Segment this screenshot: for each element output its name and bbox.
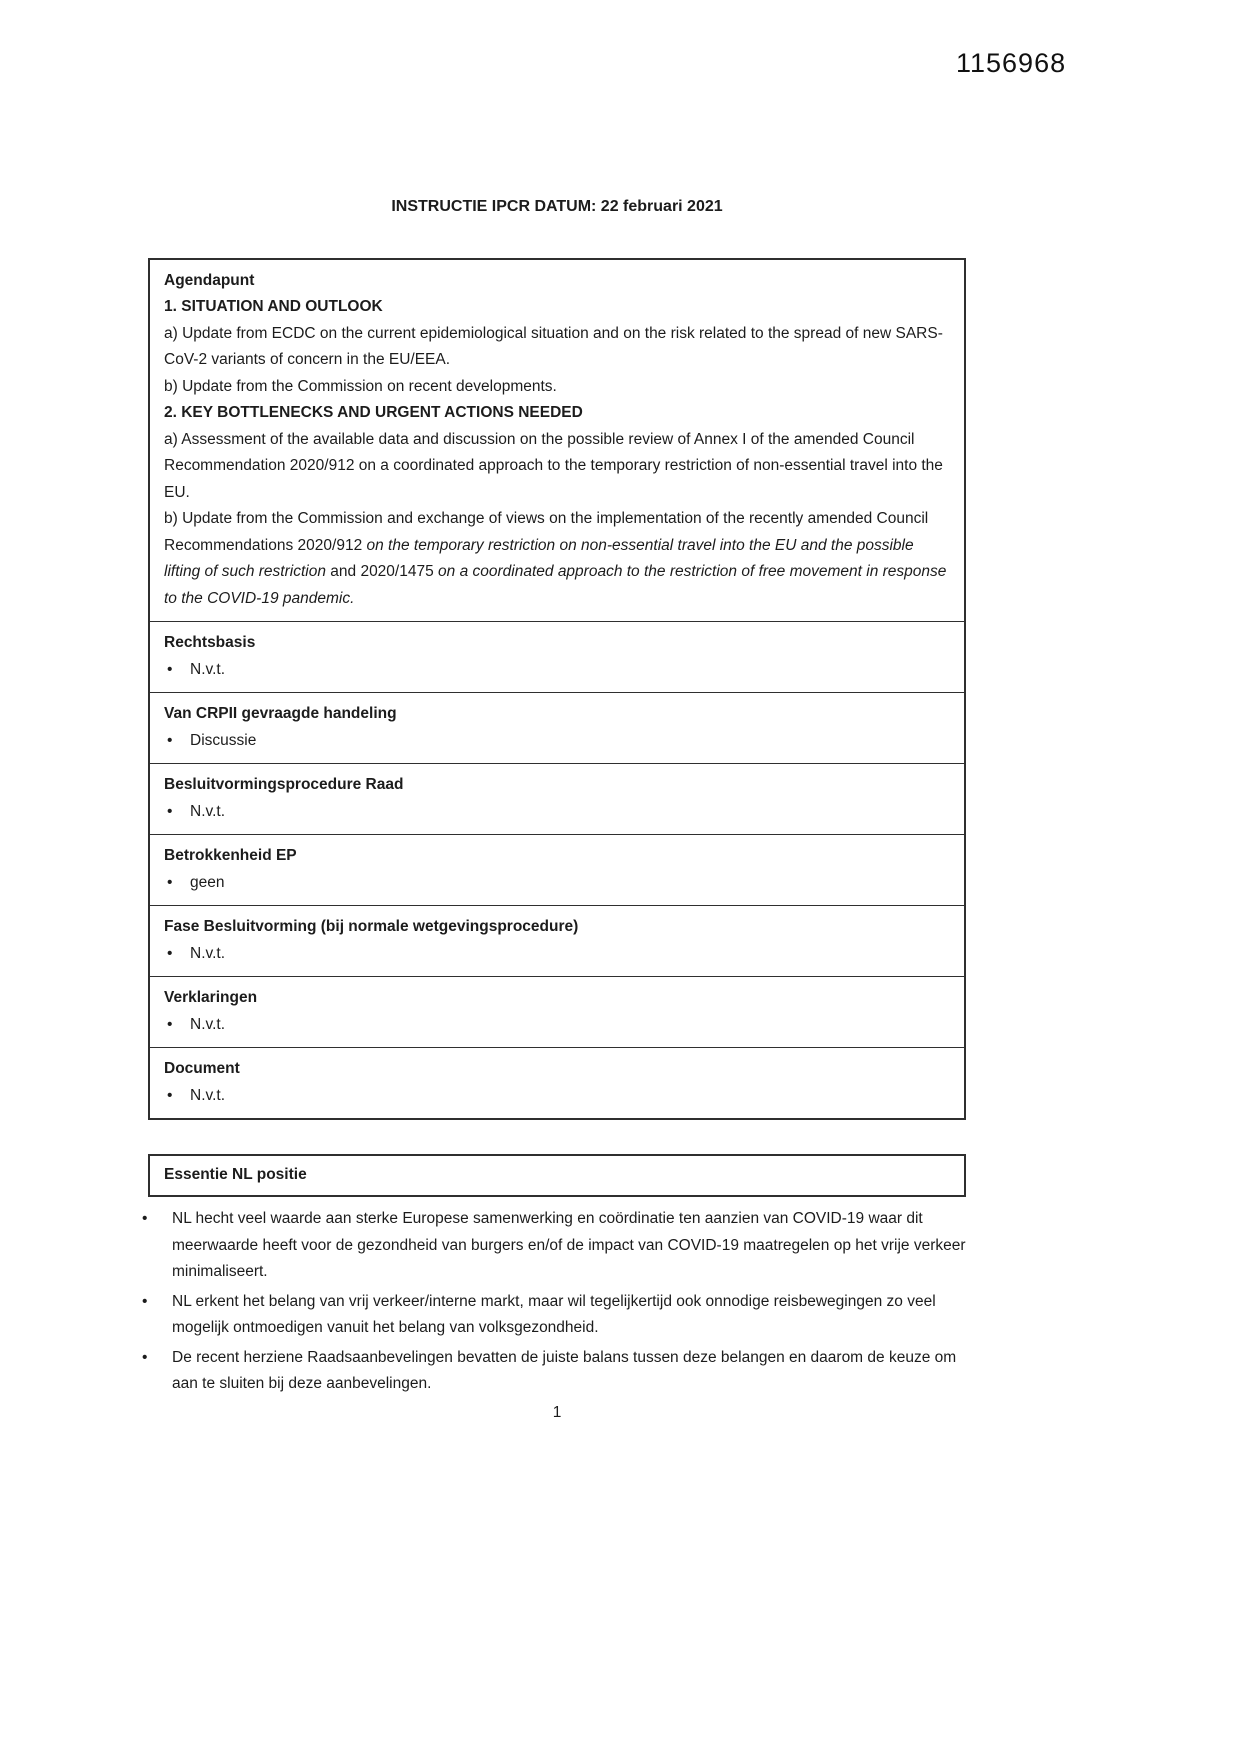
essentie-bullet-3-text: De recent herziene Raadsaanbevelingen bevatten de juiste balans tussen deze belangen en daarom de keuze om aan te sluiten bij deze aanbevelingen. [172, 1348, 957, 1392]
essentie-bullet-1 [140, 1206, 966, 1286]
essentie-bullet-list [140, 1206, 966, 1398]
section-fase-besluitvorming-header: Fase Besluitvorming (bij normale wetgevingsprocedure) [164, 918, 579, 935]
essentie-nl-positie-header: Essentie NL positie [164, 1166, 307, 1183]
section-agendapunt-header: Agendapunt [164, 272, 255, 289]
page-number: 1 [552, 1403, 562, 1421]
agenda-item-2b [164, 506, 950, 612]
bullet-icon: • [167, 661, 173, 678]
section-rechtsbasis-header: Rechtsbasis [164, 634, 256, 651]
section-crpii-handeling-header: Van CRPII gevraagde handeling [164, 705, 397, 722]
bullet-icon: • [167, 1016, 173, 1033]
section-betrokkenheid-ep-value-text: geen [190, 874, 225, 891]
section-fase-besluitvorming-value [164, 941, 950, 967]
essentie-bullet-1-text: NL hecht veel waarde aan sterke Europese samenwerking en coördinatie ten aanzien van COVID-19 waar dit meerwaarde heeft voor de gezondheid van burgers en/of de impact van COVID-19 maatregelen op het vrije verkeer minimaliseert. [172, 1210, 966, 1280]
agenda-item-2b-normal-1: b) Update from the Commission and exchange of views on the implementation of the recently amended Council Recommendations 2020/912 [164, 510, 929, 554]
bullet-icon: • [142, 1292, 148, 1310]
section-crpii-handeling-value-text: Discussie [190, 732, 257, 749]
section-crpii-handeling [150, 693, 964, 764]
bullet-icon: • [142, 1348, 148, 1366]
section-document-header: Document [164, 1060, 240, 1077]
section-document-value-text: N.v.t. [190, 1087, 226, 1104]
page-title: INSTRUCTIE IPCR DATUM: 22 februari 2021 [391, 198, 723, 215]
instruction-table [148, 258, 966, 1120]
section-crpii-handeling-value [164, 728, 950, 754]
section-betrokkenheid-ep-header: Betrokkenheid EP [164, 847, 297, 864]
bullet-icon: • [167, 732, 173, 749]
section-rechtsbasis-value [164, 657, 950, 683]
section-verklaringen-value [164, 1012, 950, 1038]
bullet-icon: • [167, 1087, 173, 1104]
section-besluitvormingsprocedure-header: Besluitvormingsprocedure Raad [164, 776, 404, 793]
bullet-icon: • [167, 945, 173, 962]
section-betrokkenheid-ep-value [164, 870, 950, 896]
document-page [142, 198, 966, 1422]
section-besluitvormingsprocedure-value-text: N.v.t. [190, 803, 226, 820]
essentie-nl-positie-box [148, 1154, 966, 1197]
section-besluitvormingsprocedure-value [164, 799, 950, 825]
document-number: 1156968 [956, 48, 1067, 78]
section-rechtsbasis [150, 622, 964, 693]
agenda-section2-title: 2. KEY BOTTLENECKS AND URGENT ACTIONS NEEDED [164, 404, 583, 421]
section-betrokkenheid-ep [150, 835, 964, 906]
agenda-section1-title: 1. SITUATION AND OUTLOOK [164, 298, 383, 315]
agenda-item-2a: a) Assessment of the available data and discussion on the possible review of Annex I of the amended Council Recommendation 2020/912 on a coordinated approach to the temporary restriction of non-essential travel into the EU. [164, 430, 943, 501]
section-fase-besluitvorming-value-text: N.v.t. [190, 945, 226, 962]
section-besluitvormingsprocedure [150, 764, 964, 835]
bullet-icon: • [142, 1210, 148, 1227]
section-rechtsbasis-value-text: N.v.t. [190, 661, 226, 678]
essentie-bullet-3 [140, 1345, 966, 1398]
bullet-icon: • [167, 874, 173, 891]
section-verklaringen-header: Verklaringen [164, 989, 258, 1006]
section-document-value [164, 1083, 950, 1109]
agenda-item-2b-italic-1: on the temporary restriction on non-essential travel into the EU and the possible lifting of such restriction [164, 536, 914, 580]
agenda-item-1b: b) Update from the Commission on recent developments. [164, 377, 557, 395]
section-verklaringen-value-text: N.v.t. [190, 1016, 226, 1033]
section-agendapunt [150, 260, 964, 622]
section-fase-besluitvorming [150, 906, 964, 977]
essentie-bullet-2-text: NL erkent het belang van vrij verkeer/interne markt, maar wil tegelijkertijd ook onnodige reisbewegingen zo veel mogelijk ontmoedigen vanuit het belang van volksgezondheid. [172, 1292, 936, 1336]
agenda-item-2b-normal-2: and 2020/1475 [325, 563, 439, 580]
agenda-item-2b-italic-2: on a coordinated approach to the restriction of free movement in response to the COVID-19 pandemic. [164, 563, 947, 607]
essentie-bullet-2 [140, 1289, 966, 1342]
bullet-icon: • [167, 803, 173, 820]
agenda-item-1a: a) Update from ECDC on the current epidemiological situation and on the risk related to the spread of new SARS-CoV-2 variants of concern in the EU/EEA. [164, 324, 943, 368]
section-document [150, 1048, 964, 1118]
section-verklaringen [150, 977, 964, 1048]
